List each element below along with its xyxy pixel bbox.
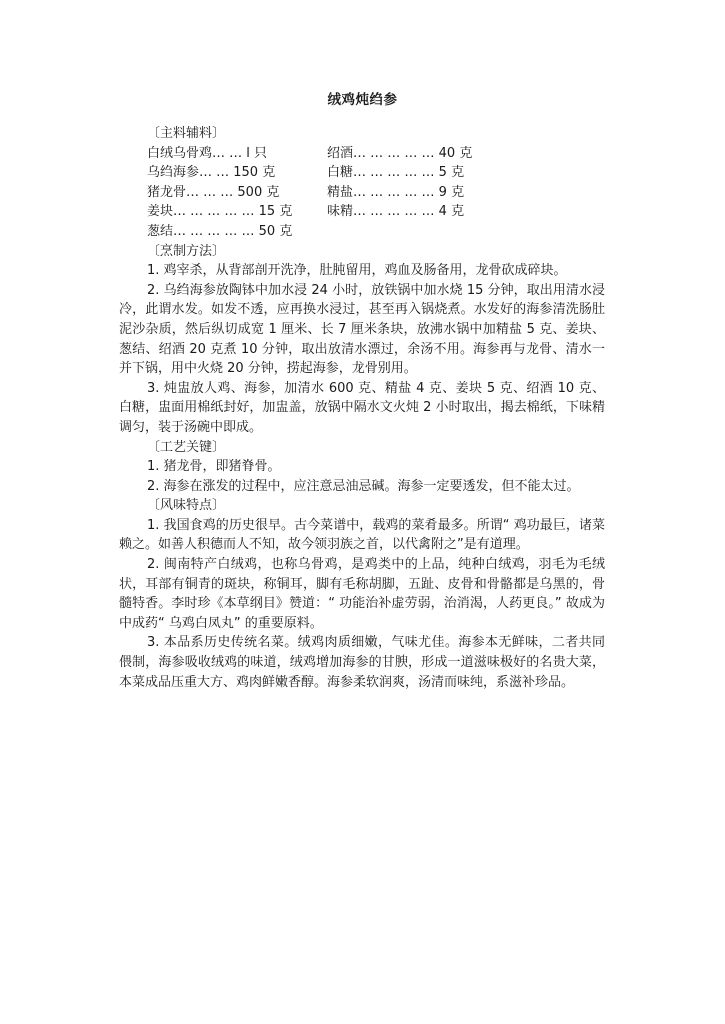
ingredient-main: 白绒乌骨鸡… … l 只 <box>147 145 268 161</box>
ingredient-aux: 味精… … … … … 4 克 <box>327 204 465 220</box>
ingredient-row <box>119 222 605 242</box>
ingredient-row <box>119 163 605 183</box>
feature-paragraph: 1. 我国食鸡的历史很早。古今菜谱中，载鸡的菜肴最多。所谓“ 鸡功最巨，诸菜赖之。如善人积德而人不知，故今领羽族之首，以代禽附之”是有道理。 <box>119 517 605 553</box>
ingredient-main: 乌绉海参… … 150 克 <box>147 165 276 181</box>
ingredient-row <box>119 183 605 203</box>
ingredient-main: 姜块… … … … … 15 克 <box>147 204 293 220</box>
section-heading-features: 〔风味特点〕 <box>147 498 226 514</box>
method-step: 3. 炖盅放人鸡、海参，加清水 600 克、精盐 4 克、姜块 5 克、绍酒 10 克、白糖，盅面用棉纸封好，加盅盖，放锅中隔水文火炖 2 小时取出，揭去棉纸，下味精调匀，装于汤碗中即成。 <box>119 380 605 435</box>
section-heading-key-points: 〔工艺关键〕 <box>147 439 226 455</box>
key-point: 2. 海参在涨发的过程中，应注意忌油忌碱。海参一定要透发，但不能太过。 <box>147 478 580 494</box>
ingredient-aux: 白糖… … … … … 5 克 <box>327 165 465 181</box>
ingredient-main: 葱结… … … … … 50 克 <box>147 223 293 239</box>
feature-paragraph: 3. 本品系历史传统名菜。绒鸡肉质细嫩，气味尤佳。海参本无鲜味，二者共同偎制，海参吸收绒鸡的味道，绒鸡增加海参的甘腴，形成一道滋味极好的名贵大菜，本菜成品压重大方、鸡肉鲜嫩香醇。海参柔软润爽，汤清而味纯，系滋补珍品。 <box>119 635 605 690</box>
ingredient-row <box>119 202 605 222</box>
key-point: 1. 猪龙骨，即猪脊骨。 <box>147 459 281 475</box>
recipe-body <box>119 124 605 692</box>
recipe-title: 绒鸡炖绉参 <box>327 92 398 108</box>
method-step: 1. 鸡宰杀，从背部剖开洗净，肚肫留用，鸡血及肠备用，龙骨砍成碎块。 <box>147 263 567 279</box>
ingredient-aux: 精盐… … … … … 9 克 <box>327 184 465 200</box>
ingredient-aux: 绍酒… … … … … 40 克 <box>327 145 473 161</box>
ingredient-row <box>119 144 605 164</box>
section-heading-ingredients: 〔主料辅料〕 <box>147 126 226 141</box>
ingredient-main: 猪龙骨… … … 500 克 <box>147 184 280 200</box>
feature-paragraph: 2. 闽南特产白绒鸡，也称乌骨鸡，是鸡类中的上品，纯种白绒鸡，羽毛为毛绒状，耳部有铜青的斑块，称铜耳，脚有毛称胡脚，五趾、皮骨和骨骼都是乌黑的，骨髓特香。李时珍《本草纲目》赞道：“ 功能治补虚劳弱，治消渴，人药更良。” 故成为中成药“ 乌鸡白凤丸” 的重要原料。 <box>119 557 605 631</box>
section-heading-method: 〔烹制方法〕 <box>147 243 226 259</box>
method-step: 2. 乌绉海参放陶钵中加水浸 24 小时，放铁锅中加水烧 15 分钟，取出用清水浸冷，此谓水发。如发不透，应再换水浸过，甚至再入锅烧煮。水发好的海参清洗肠肚泥沙杂质，然后纵切成宽 1 厘米、长 7 厘米条块，放沸水锅中加精盐 5 克、姜块、葱结、绍酒 20 克煮 10 分钟，取出放清水漂过，余汤不用。海参再与龙骨、清水一并下锅，用中火烧 20 分钟，捞起海参，龙骨别用。 <box>119 282 605 377</box>
